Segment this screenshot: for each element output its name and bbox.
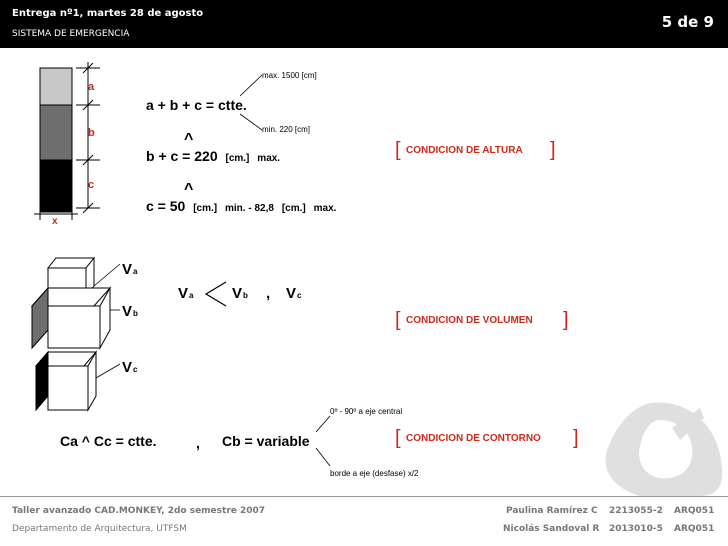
max-note: max. 1500 [cm] [262, 71, 317, 80]
vb-label: Vb [122, 303, 138, 320]
caret-1: ^ [184, 131, 194, 148]
student-2-code: ARQ051 [674, 524, 715, 534]
footer [0, 496, 728, 546]
volume-comparison [178, 282, 302, 306]
vc-label: Vc [122, 359, 138, 376]
eq-bc: b + c = 220 [cm.] max. [146, 148, 281, 164]
header-title: Entrega nº1, martes 28 de agosto [12, 8, 204, 19]
svg-text:[: [ [395, 309, 401, 331]
condition-altura [395, 139, 556, 161]
caret-2: ^ [184, 181, 194, 198]
svg-text:]: ] [573, 427, 579, 449]
svg-text:Va: Va [178, 285, 194, 302]
eq-c: c = 50 [cm.] min. - 82,8 [cm.] max. [146, 198, 337, 214]
svg-text:]: ] [550, 139, 556, 161]
slide-canvas [0, 48, 728, 496]
svg-text:,: , [266, 285, 271, 302]
contour-note-top: 0º - 90º a eje central [330, 407, 403, 416]
eq-contour-left: Ca ^ Cc = ctte. [60, 433, 157, 449]
volume-diagram [32, 258, 138, 410]
less-than-symbol [206, 282, 226, 306]
svg-text:Vc: Vc [286, 285, 302, 302]
contour-comma: , [196, 435, 200, 451]
label-x: x [52, 216, 58, 227]
svg-text:CONDICION DE CONTORNO: CONDICION DE CONTORNO [406, 433, 541, 444]
student-2-id: 2013010-5 [609, 524, 663, 534]
student-1-code: ARQ051 [674, 506, 715, 516]
contour-note-bottom: borde a eje (desfase) x/2 [330, 469, 419, 478]
min-note: min. 220 [cm] [262, 125, 311, 134]
student-1-name: Paulina Ramírez C [506, 506, 598, 516]
svg-text:CONDICION DE ALTURA: CONDICION DE ALTURA [406, 145, 523, 156]
page-indicator: 5 de 9 [661, 13, 714, 31]
eq-sum: a + b + c = ctte. [146, 97, 247, 113]
height-diagram [34, 62, 100, 227]
label-c: c [88, 179, 95, 191]
svg-text:[: [ [395, 139, 401, 161]
condition-volumen [395, 309, 569, 331]
header-subtitle: SISTEMA DE EMERGENCIA [12, 29, 130, 39]
svg-text:[: [ [395, 427, 401, 449]
header-bar [0, 0, 728, 48]
student-1-id: 2213055-2 [609, 506, 663, 516]
student-2-name: Nicolás Sandoval R [503, 524, 600, 534]
segment-c [40, 160, 72, 212]
svg-text:]: ] [563, 309, 569, 331]
segment-b [40, 105, 72, 160]
segment-a [40, 68, 72, 105]
va-label: Va [122, 261, 138, 278]
footer-divider [0, 496, 728, 497]
svg-text:CONDICION DE VOLUMEN: CONDICION DE VOLUMEN [406, 315, 533, 326]
department-label: Departamento de Arquitectura, UTFSM [12, 524, 187, 534]
svg-text:Vb: Vb [232, 285, 248, 302]
eq-contour-right: Cb = variable [222, 433, 310, 449]
label-a: a [88, 81, 95, 93]
course-label: Taller avanzado CAD.MONKEY, 2do semestre 2007 [12, 506, 266, 516]
label-b: b [88, 127, 95, 139]
tiger-logo-watermark-icon [606, 402, 723, 496]
condition-contorno [395, 427, 579, 449]
